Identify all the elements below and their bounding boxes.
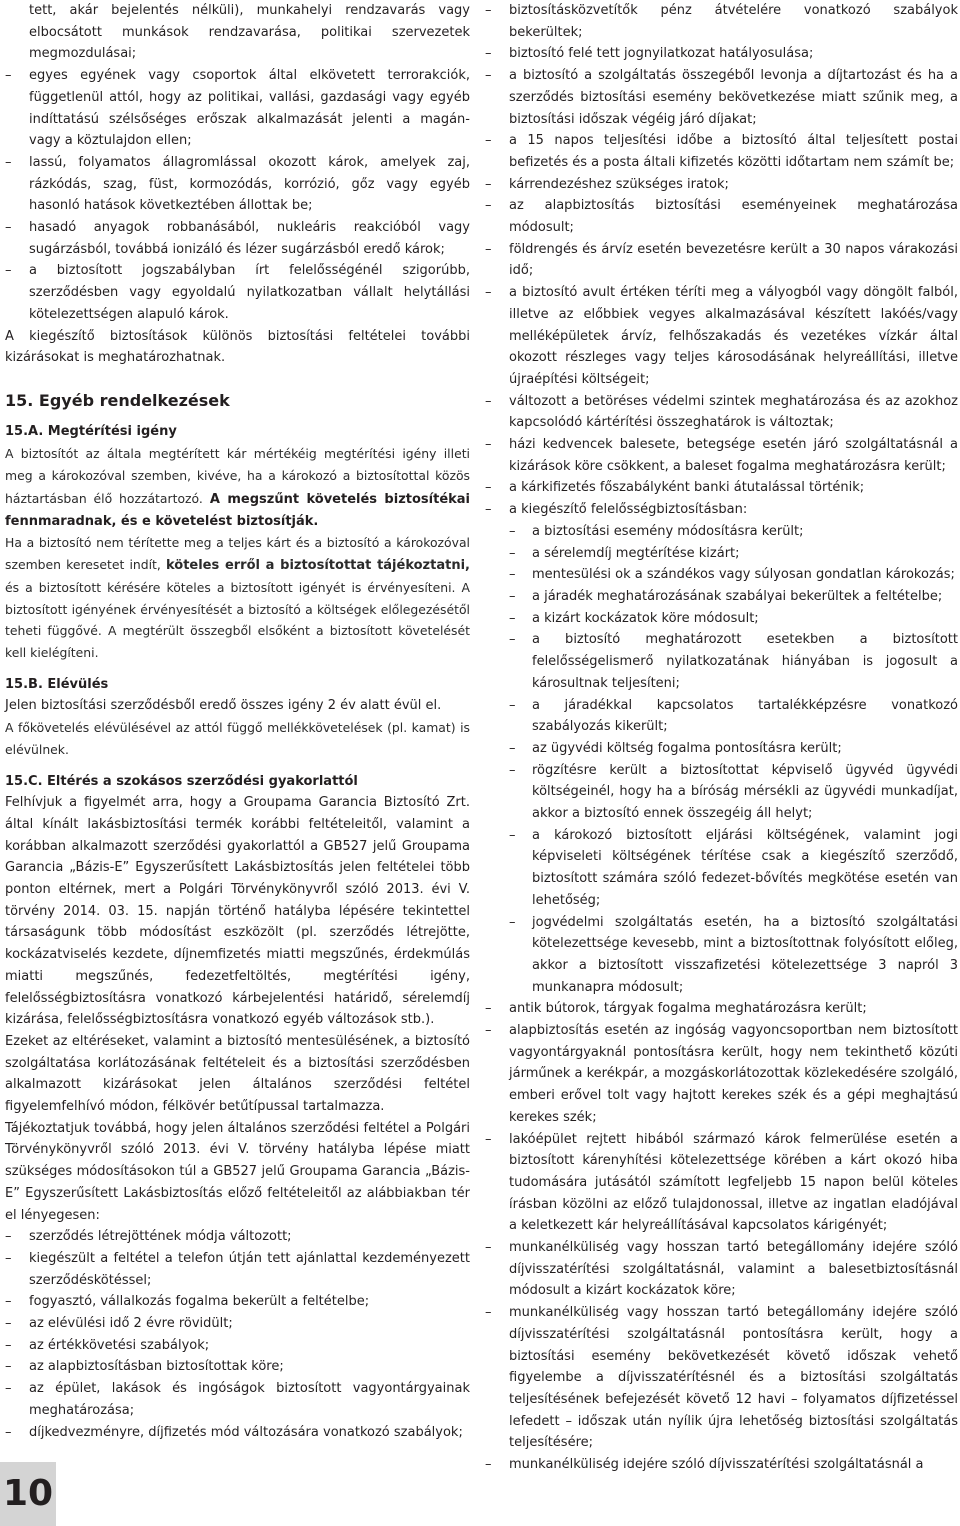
change-item: – biztosításközvetítők pénz átvételére vonatkozó szabályok bekerültek; xyxy=(485,0,958,43)
change-item: – az elévülési idő 2 évre rövidült; xyxy=(5,1313,470,1335)
change-item: – szerződés létrejöttének módja változott; xyxy=(5,1226,470,1248)
change-item: – munkanélküliség idejére szóló díjvisszatérítési szolgáltatásnál a xyxy=(485,1454,958,1476)
sub-item: – jogvédelmi szolgáltatás esetén, ha a biztosító szolgáltatási kötelezettsége kevesebb, mint a biztosítottnak folyósított előleg, akkor a biztosított visszafizetési kötelezettsége 3 napról 3 munkanapra módosult; xyxy=(485,912,958,999)
sub-item: – a biztosítási esemény módosításra került; xyxy=(485,521,958,543)
change-item: – munkanélküliség vagy hosszan tartó betegállomány idejére szóló díjvisszatérítési szolgáltatásnál pontosításra került, hogy a biztosítási esemény bekövetkezését követő időszak vehető figyelembe a díjvisszatérítésnél és a biztosítási szolgáltatás teljesítésének befejezését követő 12 havi – folyamatos díjfizetéssel lefedett – időszak után nyílik újra lehetőség biztosítási szolgáltatás teljesítésére; xyxy=(485,1302,958,1454)
exclusion-item: – lassú, folyamatos állagromlással okozott károk, amelyek zaj, rázkódás, szag, füst, kormozódás, korrózió, gőz vagy egyéb hasonló hatások következtében állottak be; xyxy=(5,152,470,217)
paragraph-c2: Ezeket az eltéréseket, valamint a biztosító mentesülésének, a biztosító szolgáltatása korlátozásának feltételeit és a biztosítási szerződésben alkalmazott kizárásokat jelen általános szerződési feltétel figyelemfelhívó módon, félkövér betűtípussal tartalmazza. xyxy=(5,1033,470,1115)
change-item: – alapbiztosítás esetén az ingóság vagyoncsoportban nem biztosított vagyontárgyaknál pontosításra került, hogy nem tekinthető közúti járműnek a kerékpár, a mozgáskorlátozottak közlekedésére szolgáló, emberi erővel tolt vagy hajtott kerekes szék és a gépi meghajtású kerekes szék; xyxy=(485,1020,958,1129)
change-item: – díjkedvezményre, díjfizetés mód változására vonatkozó szabályok; xyxy=(5,1422,470,1444)
change-item: – az alapbiztosítás biztosítási eseményeinek meghatározása módosult; xyxy=(485,195,958,238)
sub-item: – az ügyvédi költség fogalma pontosításra került; xyxy=(485,738,958,760)
change-item: – a biztosító avult értéken téríti meg a vályogból vagy döngölt falból, illetve az előbbiek vegyes alkalmazásával készített lakóés/vagy melléképületek árvíz, felhőszakadás és vezetékes vízkár által okozott részleges vagy teljes károsodásának helyreállítási, illetve újraépítési költségeit; xyxy=(485,282,958,391)
sub-item: – a járadékkal kapcsolatos tartalékképzésre vonatkozó szabályozás kikerült; xyxy=(485,695,958,738)
exclusion-item: – hasadó anyagok robbanásából, nukleáris reakcióból vagy sugárzásból, továbbá ionizáló és lézer sugárzásból eredő károk; xyxy=(5,217,470,260)
change-item: – biztosító felé tett jognyilatkozat hatályosulása; xyxy=(485,43,958,65)
sub-item: – mentesülési ok a szándékos vagy súlyosan gondatlan károkozás; xyxy=(485,564,958,586)
paragraph-a1-bold: A megszűnt követelés biztosítékai fennmaradnak, és e követelést biztosítják. xyxy=(5,492,471,529)
paragraph-a2-text2: és a biztosított kérésére köteles a biztosított igényét is érvényesíteni. A biztosított igényének érvényesítését a biztosító a költségek előlegezésétől teheti függővé. A megtérült összegből elsőként a biztosított követelését kell kielégíteni. xyxy=(5,579,470,660)
sub-item: – a járadék meghatározásának szabályai bekerültek a feltételbe; xyxy=(485,586,958,608)
change-item: – antik bútorok, tárgyak fogalma meghatározásra került; xyxy=(485,998,958,1020)
paragraph-a2-text1: Ha a biztosító nem térítette meg a teljes kárt és a biztosító a károkozóval szemben keresetet indít, xyxy=(5,535,470,573)
sub-item: – a károkozó biztosított eljárási költségének, valamint jogi képviseleti költségének térítése csak a kiegészítő szerződő, biztosított számára szóló fedezet-bővítés megkötése esetén van lehetőség; xyxy=(485,825,958,912)
sub-item: – a biztosító meghatározott esetekben a biztosított felelősségelismerő nyilatkozatának hiányában is jogosult a károsultnak teljesíteni; xyxy=(485,629,958,694)
page-number: 10 xyxy=(0,1462,56,1526)
paragraph-c3: Tájékoztatjuk továbbá, hogy jelen általános szerződési feltétel a Polgári Törvénykönyvről szóló 2013. évi V. törvény hatályba lépése miatt szükséges módosításokon túl a GB527 jelű Groupama Garancia „Bázis-E” Egyszerűsített Lakásbiztosítás előző feltételeitől az alábbiakban tér el lényegesen: xyxy=(5,1120,470,1223)
exclusion-item: – a biztosított jogszabályban írt felelősségénél szigorúbb, szerződésben vagy egyoldalú nyilatkozatban vállalt helytállási kötelezettségen alapuló károk. xyxy=(5,260,470,325)
paragraph-a2-bold: köteles erről a biztosítottat tájékoztatni, xyxy=(165,558,470,574)
paragraph-a2 xyxy=(5,532,470,663)
change-item: – munkanélküliség vagy hosszan tartó betegállomány idejére szóló díjvisszatérítési szolgáltatásnál, valamint a balesetbiztosításnál módosult a kizárt kockázatok köre; xyxy=(485,1237,958,1302)
change-item: – a kárkifizetés főszabályként banki átutalással történik; xyxy=(485,477,958,499)
change-item: – az alapbiztosításban biztosítottak köre; xyxy=(5,1356,470,1378)
change-item: – kiegészült a feltétel a telefon útján tett ajánlattal kezdeményezett szerződéskötéssel; xyxy=(5,1248,470,1291)
left-column xyxy=(5,0,470,1443)
change-item: – fogyasztó, vállalkozás fogalma bekerült a feltételbe; xyxy=(5,1291,470,1313)
paragraph-b1: Jelen biztosítási szerződésből eredő összes igény 2 év alatt évül el. xyxy=(5,698,442,714)
exclusion-item: – egyes egyének vagy csoportok által elkövetett terrorakciók, függetlenül attól, hogy az politikai, vallási, gazdasági vagy egyéb indíttatású szélsőséges erőszak alkalmazását jelenti a magán- vagy a köztulajdon ellen; xyxy=(5,65,470,152)
change-item: – változott a betöréses védelmi szintek meghatározása és az azokhoz kapcsolódó kártérítési összeghatárok is változtak; xyxy=(485,391,958,434)
change-item: – földrengés és árvíz esetén bevezetésre került a 30 napos várakozási idő; xyxy=(485,239,958,282)
sub-item: – a sérelemdíj megtérítése kizárt; xyxy=(485,543,958,565)
intro-continuation: tett, akár bejelentés nélküli), munkahelyi rendzavarás vagy elbocsátott munkások rendzavarása, politikai szervezetek megmozdulásai; xyxy=(29,3,470,62)
change-item: – a biztosító a szolgáltatás összegéből levonja a díjtartozást és ha a szerződés biztosítási esemény bekövetkezése miatt szűnik meg, a biztosítási időszak végéig járó díjakat; xyxy=(485,65,958,130)
sub-item: – rögzítésre került a biztosítottat képviselő ügyvéd ügyvédi költségeinél, hogy ha a bíróság mérsékli az ügyvédi munkadíjat, akkor a biztosító ennek összegéig áll helyt; xyxy=(485,760,958,825)
paragraph-b2: A főkövetelés elévülésével az attól függő mellékkövetelések (pl. kamat) is elévülnek. xyxy=(5,720,470,757)
change-item: – lakóépület rejtett hibából származó károk felmerülése esetén a biztosított kárenyhítési kötelezettsége körében a kárt okozó hiba tudomására jutásától számított legfeljebb 15 napon belül köteles írásban közölni az előző tulajdonossal, illetve az ingatlan eladójával a keletkezett kár helyreállításával kapcsolatos kárigényét; xyxy=(485,1129,958,1238)
change-item: – a 15 napos teljesítési időbe a biztosító által teljesített postai befizetés és a posta általi kifizetés közötti időtartam nem számít be; xyxy=(485,130,958,173)
change-item: – a kiegészítő felelősségbiztosításban: xyxy=(485,499,958,521)
subsection-title-c: 15.C. Eltérés a szokásos szerződési gyakorlattól xyxy=(5,773,358,789)
right-column xyxy=(485,0,958,1476)
change-item: – az épület, lakások és ingóságok biztosított vagyontárgyainak meghatározása; xyxy=(5,1378,470,1421)
subsection-title-a: 15.A. Megtérítési igény xyxy=(5,423,177,439)
section-title: 15. Egyéb rendelkezések xyxy=(5,390,230,410)
change-item: – házi kedvencek balesete, betegsége esetén járó szolgáltatásnál a kizárások köre csökkent, a baleset fogalma meghatározásra került; xyxy=(485,434,958,477)
change-item: – az értékkövetési szabályok; xyxy=(5,1335,470,1357)
closing-paragraph: A kiegészítő biztosítások különös biztosítási feltételei további kizárásokat is meghatározhatnak. xyxy=(5,328,470,366)
paragraph-a1 xyxy=(5,443,470,533)
change-item: – kárrendezéshez szükséges iratok; xyxy=(485,174,958,196)
subsection-title-b: 15.B. Elévülés xyxy=(5,676,109,692)
paragraph-c1: Felhívjuk a figyelmét arra, hogy a Groupama Garancia Biztosító Zrt. által kínált lakásbiztosítási termék korábbi feltételeitől, valamint a korábban alkalmazott szerződési gyakorlattól a GB527 jelű Groupama Garancia „Bázis-E” Egyszerűsített Lakásbiztosítás jelen feltételei több ponton eltérnek, mert a Polgári Törvénykönyvről szóló 2013. évi V. törvény 2014. 03. 15. napján történő hatályba lépésére tekintettel társaságunk több módosítást eszközölt (pl. szerződés létrejötte, kockázatviselés kezdete, díjnemfizetés miatti megszűnés, érdekmúlás miatti megszűnés, fedezetfeltöltés, megtérítési igény, felelősségbiztosításra vonatkozó kárbejelentési határidő, sérelemdíj kizárása, felelősségbiztosításra vonatkozó egyéb változások stb.). xyxy=(5,795,470,1028)
paragraph-a1-text: A biztosítót az általa megtérített kár mértékéig megtérítési igény illeti meg a károkozóval szemben, kivéve, ha a károkozó a biztosítottal közös háztartásban élő hozzátartozó. xyxy=(5,445,470,507)
sub-item: – a kizárt kockázatok köre módosult; xyxy=(485,608,958,630)
